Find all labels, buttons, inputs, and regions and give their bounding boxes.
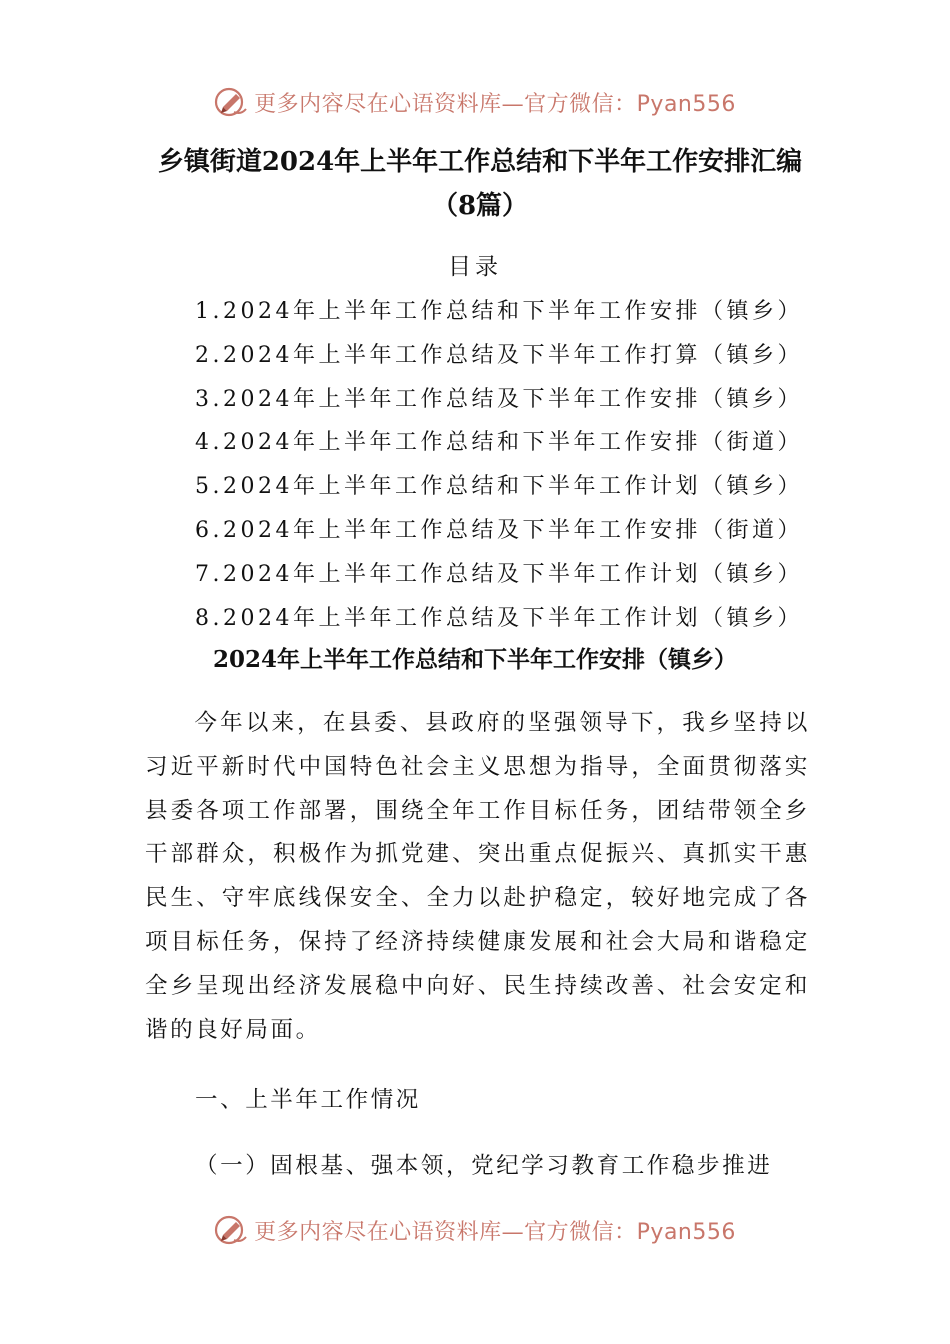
- intro-paragraph: 今年以来，在县委、县政府的坚强领导下，我乡坚持以习近平新时代中国特色社会主义思想为指导，全面贯彻落实县委各项工作部署，围绕全年工作目标任务，团结带领全乡干部群众，积极作为抓党建、突出重点促振兴、真抓实干惠民生、守牢底线保安全、全力以赴护稳定，较好地完成了各项目标任务，保持了经济持续健康发展和社会大局和谐稳定全乡呈现出经济发展稳中向好、民生持续改善、社会安定和谐的良好局面。: [145, 710, 810, 1043]
- watermark-text: 更多内容尽在心语资料库—官方微信：Pyan556: [254, 1219, 736, 1245]
- toc-item-3[interactable]: 3.2024年上半年工作总结及下半年工作安排（镇乡）: [195, 386, 803, 412]
- toc-item-5[interactable]: 5.2024年上半年工作总结和下半年工作计划（镇乡）: [195, 474, 803, 500]
- pen-circle-logo-icon: [214, 1213, 248, 1247]
- toc-item-1[interactable]: 1.2024年上半年工作总结和下半年工作安排（镇乡）: [195, 299, 803, 324]
- heading-level-2: （一）固根基、强本领，党纪学习教育工作稳步推进: [195, 1153, 773, 1179]
- heading-level-1: 一、上半年工作情况: [195, 1087, 421, 1113]
- watermark-footer: [0, 1210, 950, 1250]
- watermark-text: 更多内容尽在心语资料库—官方微信：Pyan556: [254, 91, 736, 117]
- toc-item-8[interactable]: 8.2024年上半年工作总结及下半年工作计划（镇乡）: [195, 605, 803, 631]
- toc-item-7[interactable]: 7.2024年上半年工作总结及下半年工作计划（镇乡）: [195, 561, 803, 587]
- toc-item-6[interactable]: 6.2024年上半年工作总结及下半年工作安排（街道）: [195, 517, 803, 543]
- document-title: 乡镇街道2024年上半年工作总结和下半年工作安排汇编（8篇）: [157, 147, 803, 221]
- watermark-header: [0, 82, 950, 122]
- section-title: 2024年上半年工作总结和下半年工作安排（镇乡）: [212, 646, 737, 673]
- toc-item-2[interactable]: 2.2024年上半年工作总结及下半年工作打算（镇乡）: [195, 342, 803, 368]
- table-of-contents: [195, 290, 803, 640]
- toc-item-4[interactable]: 4.2024年上半年工作总结和下半年工作安排（街道）: [195, 430, 803, 456]
- pen-circle-logo-icon: [214, 85, 248, 119]
- toc-heading: 目录: [448, 254, 502, 280]
